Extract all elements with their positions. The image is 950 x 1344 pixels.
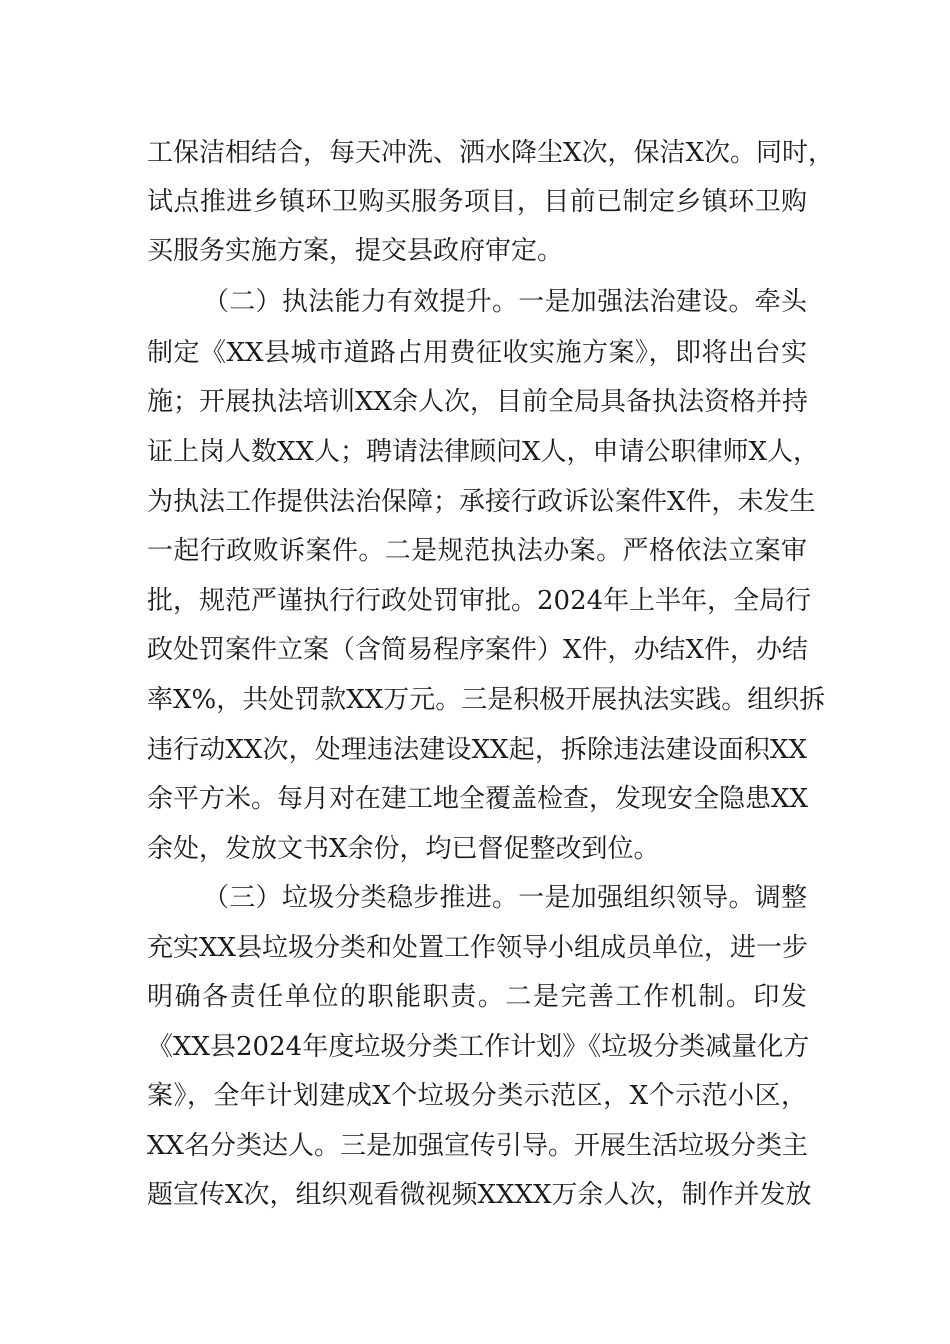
text-line: 余平方米。每月对在建工地全覆盖检查，发现安全隐患XX bbox=[147, 784, 809, 814]
text-line: 证上岗人数XX人；聘请法律顾问X人，申请公职律师X人， bbox=[147, 437, 820, 467]
text-line: 试点推进乡镇环卫购买服务项目，目前已制定乡镇环卫购 bbox=[147, 187, 807, 217]
text-line: 施；开展执法培训XX余人次，目前全局具备执法资格并持 bbox=[147, 387, 809, 417]
text-line: 案》，全年计划建成X个垃圾分类示范区，X个示范小区， bbox=[147, 1081, 807, 1111]
text-line: 违行动XX次，处理违法建设XX起，拆除违法建设面积XX bbox=[147, 735, 807, 765]
text-line: XX名分类达人。三是加强宣传引导。开展生活垃圾分类主 bbox=[147, 1131, 809, 1161]
text-line: 明确各责任单位的职能职责。二是完善工作机制。印发 bbox=[147, 982, 807, 1012]
text-line: 买服务实施方案，提交县政府审定。 bbox=[147, 236, 564, 266]
text-line: 批，规范严谨执行行政处罚审批。2024年上半年，全局行 bbox=[147, 586, 812, 616]
text-line: 充实XX县垃圾分类和处置工作领导小组成员单位，进一步 bbox=[147, 933, 809, 963]
text-line: 政处罚案件立案（含简易程序案件）X件，办结X件，办结 bbox=[147, 635, 809, 665]
text-line: 工保洁相结合，每天冲洗、洒水降尘X次，保洁X次。同时， bbox=[147, 138, 835, 168]
text-line: 题宣传X次，组织观看微视频XXXX万余人次，制作并发放 bbox=[147, 1180, 812, 1210]
text-line: 为执法工作提供法治保障；承接行政诉讼案件X件，未发生 bbox=[147, 487, 816, 517]
text-line: （三）垃圾分类稳步推进。一是加强组织领导。调整 bbox=[203, 883, 807, 913]
text-line: 制定《XX县城市道路占用费征收实施方案》，即将出台实 bbox=[147, 338, 807, 368]
text-line: 《XX县2024年度垃圾分类工作计划》《垃圾分类减量化方 bbox=[147, 1032, 810, 1062]
text-line: 余处，发放文书X余份，均已督促整改到位。 bbox=[147, 834, 660, 864]
text-line: 率X%，共处罚款XX万元。三是积极开展执法实践。组织拆 bbox=[147, 685, 826, 715]
text-line: （二）执法能力有效提升。一是加强法治建设。牵头 bbox=[203, 287, 807, 317]
text-line: 一起行政败诉案件。二是规范执法办案。严格依法立案审 bbox=[147, 536, 807, 566]
